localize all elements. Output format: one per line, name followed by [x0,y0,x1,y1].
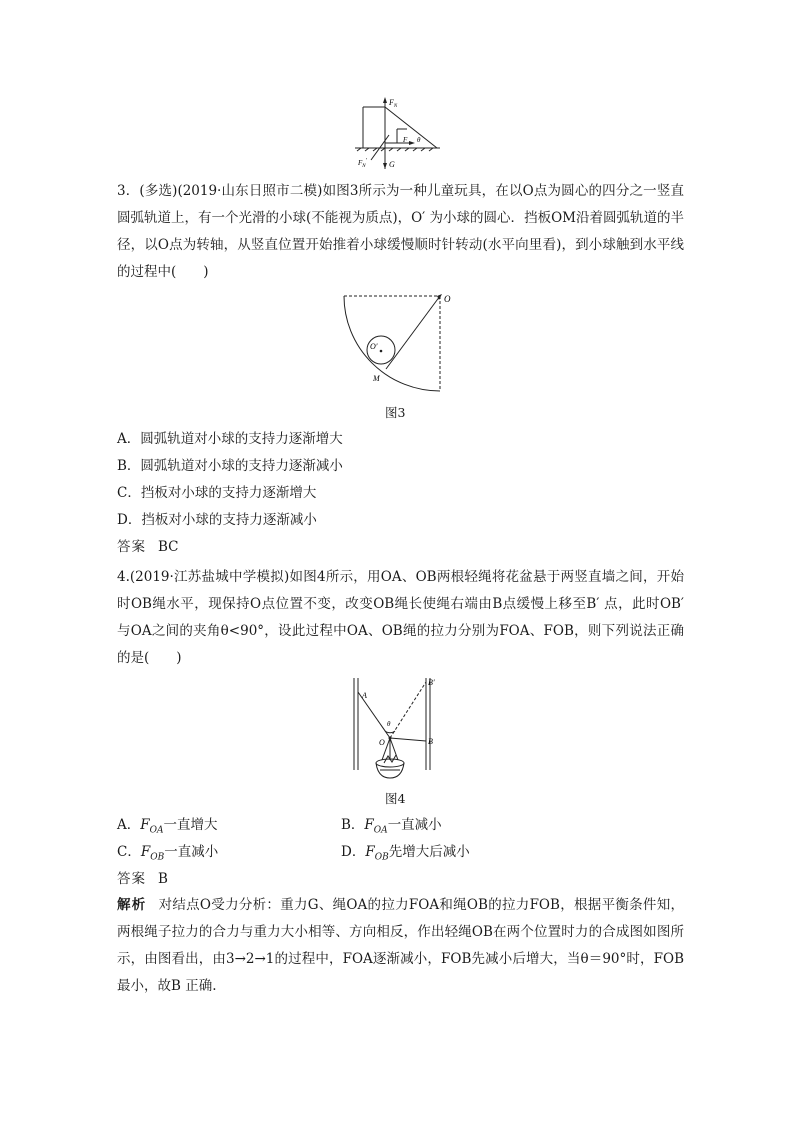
figure-3-diagram [334,290,464,396]
q3-option-d: D．挡板对小球的支持力逐渐减小 [117,512,317,528]
question-4-text: 4.(2019·江苏盐城中学模拟)如图4所示，用OA、OB两根轻绳将花盆悬于两竖直墙之间，开始时OB绳水平，现保持O点位置不变，改变OB绳长使绳右端由B点缓慢上移至B′ 点，此时OB′ 与OA之间的夹角θ<90°，设此过程中OA、OB绳的拉力分别为FOA、FOB，则下列说法正确的是( ) [117,569,684,666]
question-3-text: 3．(多选)(2019·山东日照市二模)如图3所示为一种儿童玩具，在以O点为圆心的四分之一竖直圆弧轨道上，有一个光滑的小球(不能视为质点)，O′ 为小球的圆心．挡板OM沿着圆弧轨道的半径，以O点为转轴，从竖直位置开始推着小球缓慢顺时针转动(水平向里看)，到小球触到水平线的过程中( ) [117,183,684,280]
figure-4-caption: 图4 [385,791,406,806]
figure-3-caption: 图3 [385,405,406,420]
q4-option-a: A．$F_{OA}$一直增大 [117,817,218,836]
q4-option-d: D．$F_{OB}$先增大后减小 [341,844,470,863]
q4-option-b: B．$F_{OA}$一直减小 [341,817,442,836]
q4-answer-label: 答案 [117,871,146,887]
q3-answer [117,537,179,557]
q4-answer [117,869,168,889]
q4-analysis [117,892,684,1000]
q4-answer-value: B [158,871,168,887]
force-diagram-figure [345,95,455,170]
label-g: G [389,160,395,169]
q3-answer-value: BC [158,539,179,555]
q3-option-b: B．圆弧轨道对小球的支持力逐渐减小 [117,458,343,474]
label-theta-top: θ [417,136,421,144]
label-o4: O [379,738,385,747]
q3-option-c: C．挡板对小球的支持力逐渐增大 [117,485,317,501]
label-b: B [428,737,433,746]
figure-4-diagram [340,674,450,782]
q4-analysis-text: 对结点O受力分析：重力G、绳OA的拉力FOA和绳OB的拉力FOB，根据平衡条件知，两根绳子拉力的合力与重力大小相等、方向相反，作出轻绳OB在两个位置时力的合成图如图所示，由图看出，由3→2→1的过程中，FOA逐渐减小，FOB先减小后增大，当θ＝90°时，FOB最小，故B 正确. [117,897,684,994]
label-f: F [403,136,408,144]
q4-analysis-label: 解析 [117,897,147,913]
label-fn-prime: $F_N'$ [358,158,367,169]
label-a: A [362,691,367,700]
label-theta: θ [387,720,391,728]
q3-answer-label: 答案 [117,539,146,555]
label-o: O [444,294,451,304]
q4-option-c: C．$F_{OB}$一直减小 [117,844,219,863]
label-o-prime: O′ [370,342,378,351]
q3-option-a: A．圆弧轨道对小球的支持力逐渐增大 [117,431,343,447]
label-m: M [373,374,380,383]
label-fn: $F_N$ [389,98,398,109]
label-b-prime: B′ [428,678,435,687]
